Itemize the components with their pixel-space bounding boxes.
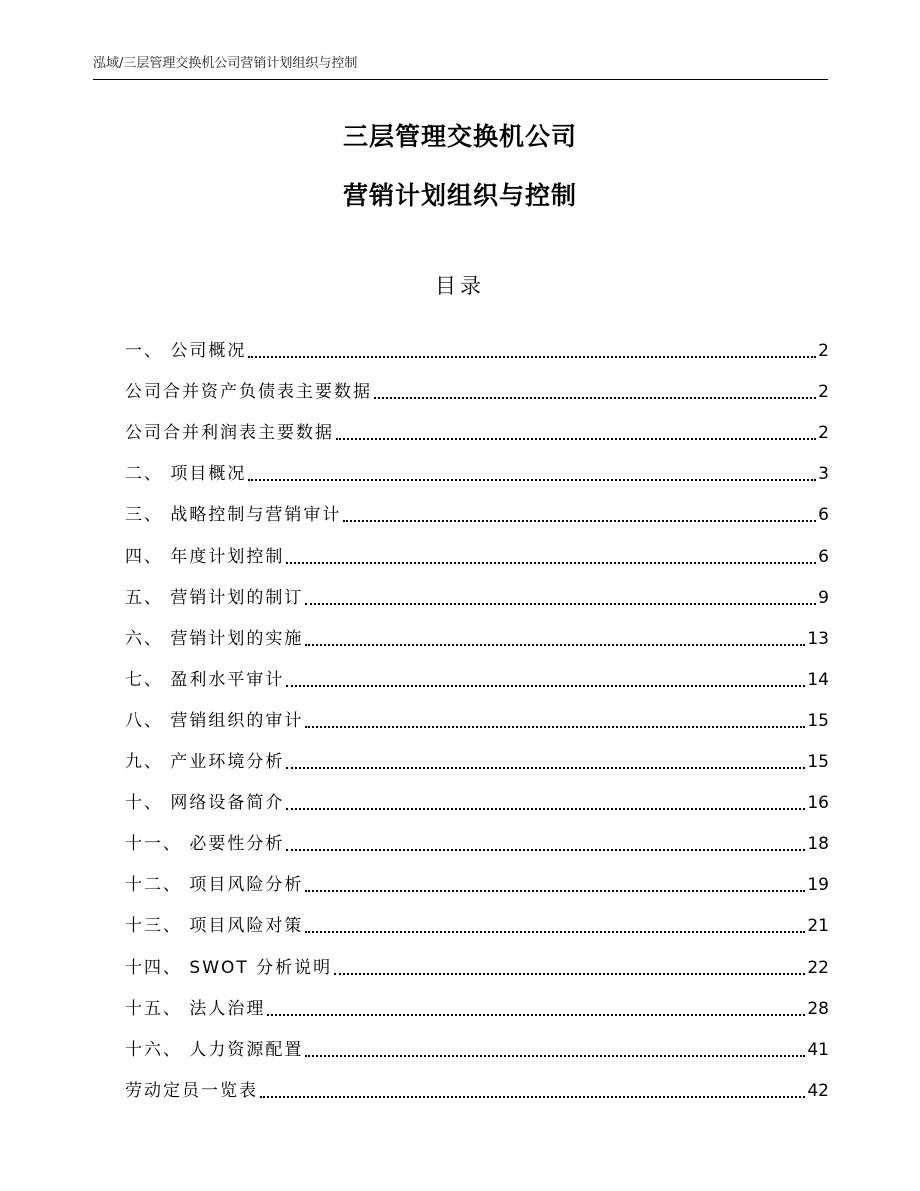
toc-entry-page: 18 bbox=[807, 834, 829, 855]
toc-entry-page: 15 bbox=[807, 710, 829, 731]
toc-entry-label: 四、 年度计划控制 bbox=[125, 546, 285, 567]
toc-leader-dots bbox=[260, 1096, 805, 1098]
toc-leader-dots bbox=[286, 849, 805, 851]
toc-entry-label: 公司合并资产负债表主要数据 bbox=[125, 382, 372, 403]
toc-entry-page: 2 bbox=[818, 423, 829, 444]
toc-entry[interactable] bbox=[125, 1063, 829, 1104]
toc-entry[interactable] bbox=[125, 734, 829, 775]
toc-leader-dots bbox=[305, 890, 805, 892]
toc-leader-dots bbox=[248, 479, 816, 481]
toc-leader-dots bbox=[305, 1055, 805, 1057]
toc-entry-page: 9 bbox=[818, 587, 829, 608]
toc-entry-page: 13 bbox=[807, 628, 829, 649]
toc-entry[interactable] bbox=[125, 775, 829, 816]
toc-entry[interactable] bbox=[125, 528, 829, 569]
toc-entry[interactable] bbox=[125, 446, 829, 487]
toc-entry[interactable] bbox=[125, 939, 829, 980]
toc-entry[interactable] bbox=[125, 364, 829, 405]
toc-entry[interactable] bbox=[125, 1022, 829, 1063]
toc-leader-dots bbox=[286, 767, 805, 769]
toc-entry-label: 六、 营销计划的实施 bbox=[125, 628, 304, 649]
toc-entry-page: 16 bbox=[807, 793, 829, 814]
toc-entry-page: 19 bbox=[807, 875, 829, 896]
toc-entry-page: 6 bbox=[818, 546, 829, 567]
toc-entry-label: 五、 营销计划的制订 bbox=[125, 587, 304, 608]
toc-leader-dots bbox=[248, 356, 816, 358]
toc-entry[interactable] bbox=[125, 652, 829, 693]
toc-entry[interactable] bbox=[125, 405, 829, 446]
toc-leader-dots bbox=[305, 726, 805, 728]
toc-leader-dots bbox=[305, 603, 816, 605]
toc-entry-label: 十、 网络设备简介 bbox=[125, 793, 285, 814]
toc-leader-dots bbox=[267, 1014, 805, 1016]
document-title-line-2: 营销计划组织与控制 bbox=[342, 181, 577, 210]
toc-entry-label: 十六、 人力资源配置 bbox=[125, 1039, 304, 1060]
toc-entry[interactable] bbox=[125, 898, 829, 939]
toc-entry-label: 九、 产业环境分析 bbox=[125, 752, 285, 773]
toc-entry-label: 二、 项目概况 bbox=[125, 464, 247, 485]
toc-entry[interactable] bbox=[125, 857, 829, 898]
toc-entry-label: 十三、 项目风险对策 bbox=[125, 916, 304, 937]
toc-entry-page: 2 bbox=[818, 341, 829, 362]
toc-entry-label: 八、 营销组织的审计 bbox=[125, 710, 304, 731]
toc-leader-dots bbox=[305, 931, 805, 933]
toc-entry-page: 42 bbox=[807, 1080, 829, 1101]
toc-entry-label: 三、 战略控制与营销审计 bbox=[125, 505, 342, 526]
toc-entry-page: 41 bbox=[807, 1039, 829, 1060]
toc-entry-page: 28 bbox=[807, 998, 829, 1019]
running-header: 泓域/三层管理交换机公司营销计划组织与控制 bbox=[93, 55, 828, 80]
table-of-contents bbox=[125, 323, 829, 1104]
toc-entry-page: 21 bbox=[807, 916, 829, 937]
toc-entry[interactable] bbox=[125, 487, 829, 528]
document-title-line-1: 三层管理交换机公司 bbox=[342, 122, 577, 151]
toc-entry-label: 劳动定员一览表 bbox=[125, 1080, 258, 1101]
toc-leader-dots bbox=[336, 438, 816, 440]
toc-entry-label: 十四、 SWOT 分析说明 bbox=[125, 957, 333, 978]
toc-entry-page: 6 bbox=[818, 505, 829, 526]
toc-heading: 目录 bbox=[435, 274, 485, 298]
toc-leader-dots bbox=[374, 397, 816, 399]
toc-entry-label: 一、 公司概况 bbox=[125, 341, 247, 362]
toc-entry[interactable] bbox=[125, 816, 829, 857]
toc-leader-dots bbox=[334, 973, 805, 975]
toc-entry-label: 十五、 法人治理 bbox=[125, 998, 266, 1019]
toc-entry-page: 3 bbox=[818, 464, 829, 485]
toc-entry[interactable] bbox=[125, 611, 829, 652]
toc-entry-label: 十二、 项目风险分析 bbox=[125, 875, 304, 896]
toc-leader-dots bbox=[286, 808, 805, 810]
toc-entry[interactable] bbox=[125, 570, 829, 611]
toc-entry[interactable] bbox=[125, 693, 829, 734]
toc-entry-label: 十一、 必要性分析 bbox=[125, 834, 285, 855]
toc-entry-label: 公司合并利润表主要数据 bbox=[125, 423, 334, 444]
toc-entry-page: 14 bbox=[807, 669, 829, 690]
toc-leader-dots bbox=[305, 644, 805, 646]
toc-entry[interactable] bbox=[125, 323, 829, 364]
toc-leader-dots bbox=[343, 520, 816, 522]
toc-entry-label: 七、 盈利水平审计 bbox=[125, 669, 285, 690]
toc-entry[interactable] bbox=[125, 981, 829, 1022]
toc-entry-page: 15 bbox=[807, 752, 829, 773]
toc-leader-dots bbox=[286, 685, 805, 687]
toc-entry-page: 2 bbox=[818, 382, 829, 403]
toc-entry-page: 22 bbox=[807, 957, 829, 978]
toc-leader-dots bbox=[286, 562, 816, 564]
